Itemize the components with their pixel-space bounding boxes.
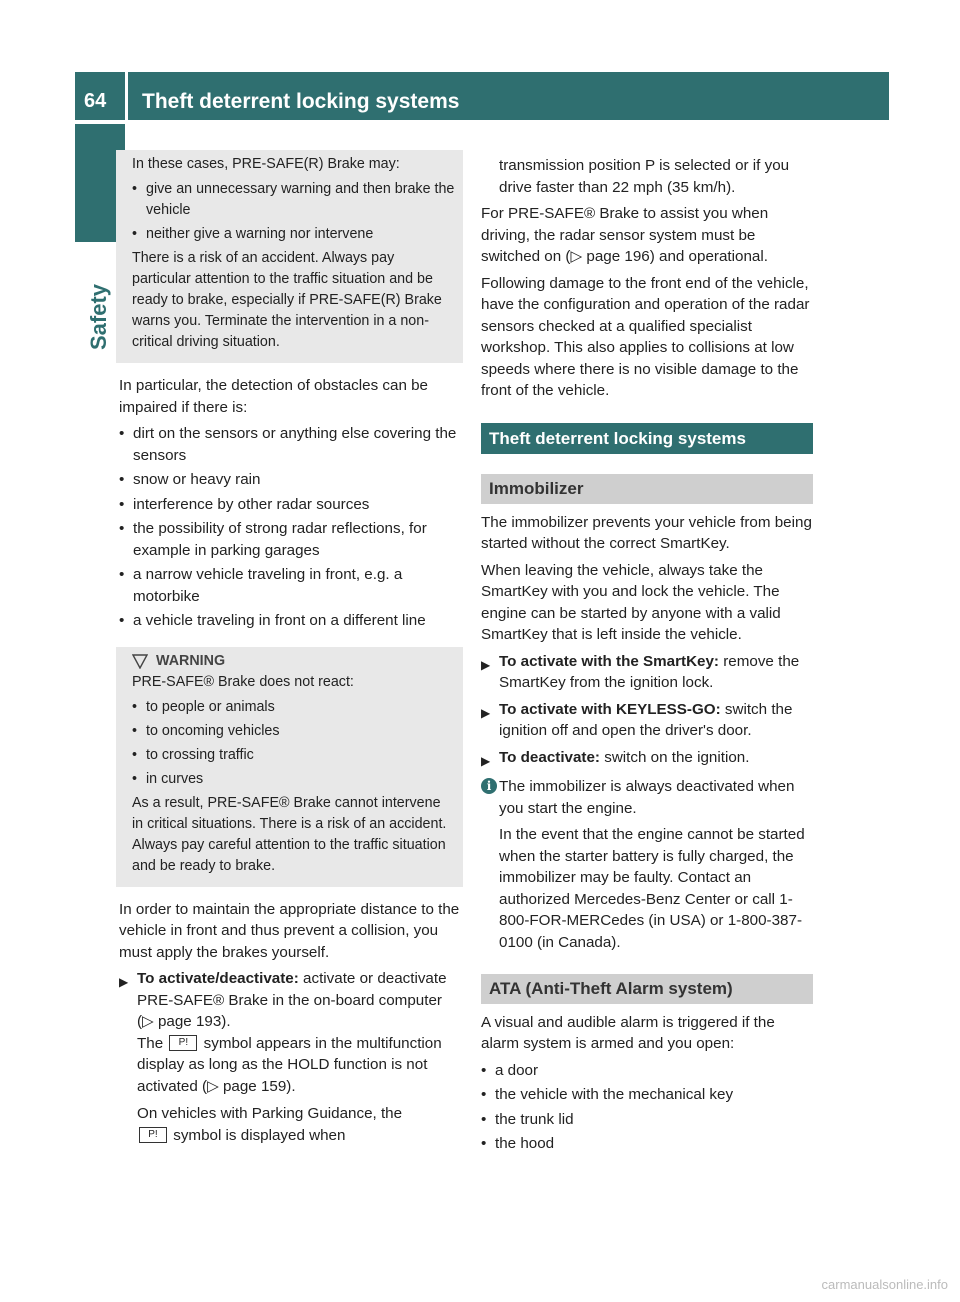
parking-symbol-icon: P! xyxy=(169,1035,197,1051)
footer-watermark: carmanualsonline.info xyxy=(821,1277,948,1292)
paragraph: A visual and audible alarm is triggered if the alarm system is armed and you open: xyxy=(481,1013,775,1052)
paragraph: When leaving the vehicle, always take the SmartKey with you and lock the vehicle. The engine can be started by anyone with a valid SmartKey that is left inside the vehicle. xyxy=(481,561,781,643)
left-column xyxy=(119,150,461,1151)
side-label: Safety xyxy=(86,283,111,350)
paragraph: On vehicles with Parking Guidance, the P! symbol is displayed when xyxy=(137,1105,403,1144)
paragraph: transmission position P is selected or if you drive faster than 22 mph (35 km/h). xyxy=(499,157,790,196)
warning-box xyxy=(116,647,463,887)
list-item: • the trunk lid xyxy=(481,1110,574,1128)
list-item: • snow or heavy rain xyxy=(119,471,261,488)
subsection-heading: Immobilizer xyxy=(481,474,813,504)
warning-text: As a result, PRE-SAFE® Brake cannot intervene in critical situations. There is a risk of an accident. Always pay careful attention to the traffic situation and be ready to brake. xyxy=(132,794,447,874)
instruction: ▶ To activate with the SmartKey: remove the SmartKey from the ignition lock. xyxy=(481,652,800,691)
paragraph: The immobilizer prevents your vehicle from being started without the correct SmartKey. xyxy=(481,513,812,552)
info-icon: i xyxy=(481,778,497,794)
list-item: • the hood xyxy=(481,1135,555,1152)
page-title: Theft deterrent locking systems xyxy=(142,90,460,113)
info-note: i The immobilizer is always deactivated when you start the engine. In the event that the engine cannot be started when the starter battery is fully charged, the immobilizer may be faulty. Contact an authorized Mercedes-Benz Center or call 1-800-FOR-MERCedes (in USA) or 1-800-387-0100 (in Canada). xyxy=(481,776,813,953)
warning-icon xyxy=(132,653,148,669)
box-intro: In these cases, PRE-SAFE(R) Brake may: xyxy=(132,156,400,172)
list-item: • dirt on the sensors or anything else covering the sensors xyxy=(119,425,457,464)
header-divider xyxy=(125,72,128,120)
page-number: 64 xyxy=(84,90,107,112)
arrow-icon: ▶ xyxy=(481,705,491,720)
list-item: • a door xyxy=(481,1061,539,1079)
subsection-heading: ATA (Anti-Theft Alarm system) xyxy=(481,974,813,1004)
warning-header: WARNING xyxy=(132,651,455,672)
instruction: ▶ To activate with KEYLESS-GO: switch the ignition off and open the driver's door. xyxy=(481,700,793,739)
list-item: • give an unnecessary warning and then brake the vehicle xyxy=(132,181,455,218)
section-heading: Theft deterrent locking systems xyxy=(481,423,813,455)
paragraph: Following damage to the front end of the vehicle, have the configuration and operation of the radar sensors checked at a qualified specialist workshop. This also applies to collisions at low speeds where there is no visible damage to the front of the vehicle. xyxy=(481,274,810,399)
arrow-icon: ▶ xyxy=(119,975,129,989)
arrow-icon: ▶ xyxy=(481,753,491,768)
instruction: ▶ To activate/deactivate: activate or deactivate PRE-SAFE® Brake in the on-board computer (▷ page 193). The P! symbol appears in the multifunction display as long as the HOLD function is not activated (▷ page 159). On vehicles with Parking Guidance, the P! symbol is displayed when xyxy=(119,968,461,1146)
list-item: • to oncoming vehicles xyxy=(132,722,280,739)
instruction: ▶ To deactivate: switch on the ignition. xyxy=(481,747,813,769)
box-text: There is a risk of an accident. Always pay particular attention to the traffic situation and be ready to brake, especially if PRE-SAFE(R) Brake warns you. Terminate the intervention in a non-critical driving situation. xyxy=(132,250,442,350)
list-item: • the possibility of strong radar reflections, for example in parking garages xyxy=(119,520,427,559)
paragraph: For PRE-SAFE® Brake to assist you when driving, the radar sensor system must be switched on (▷ page 196) and operational. xyxy=(481,205,769,265)
list-item: • a narrow vehicle traveling in front, e.g. a motorbike xyxy=(119,566,403,605)
parking-symbol-icon: P! xyxy=(139,1127,167,1143)
paragraph: In order to maintain the appropriate distance to the vehicle in front and thus prevent a collision, you must apply the brakes yourself. xyxy=(119,900,460,961)
list-item: • interference by other radar sources xyxy=(119,495,370,513)
list-item: • in curves xyxy=(132,770,204,787)
list-item: • to people or animals xyxy=(132,698,275,715)
caution-box xyxy=(116,150,463,363)
right-column xyxy=(481,155,813,1158)
paragraph: In particular, the detection of obstacles can be impaired if there is: xyxy=(119,377,429,416)
warning-intro: PRE-SAFE® Brake does not react: xyxy=(132,673,354,690)
arrow-icon: ▶ xyxy=(481,657,491,672)
list-item: • a vehicle traveling in front on a different line xyxy=(119,612,426,629)
list-item: • the vehicle with the mechanical key xyxy=(481,1086,734,1103)
list-item: • to crossing traffic xyxy=(132,746,254,763)
list-item: • neither give a warning nor intervene xyxy=(132,226,374,242)
